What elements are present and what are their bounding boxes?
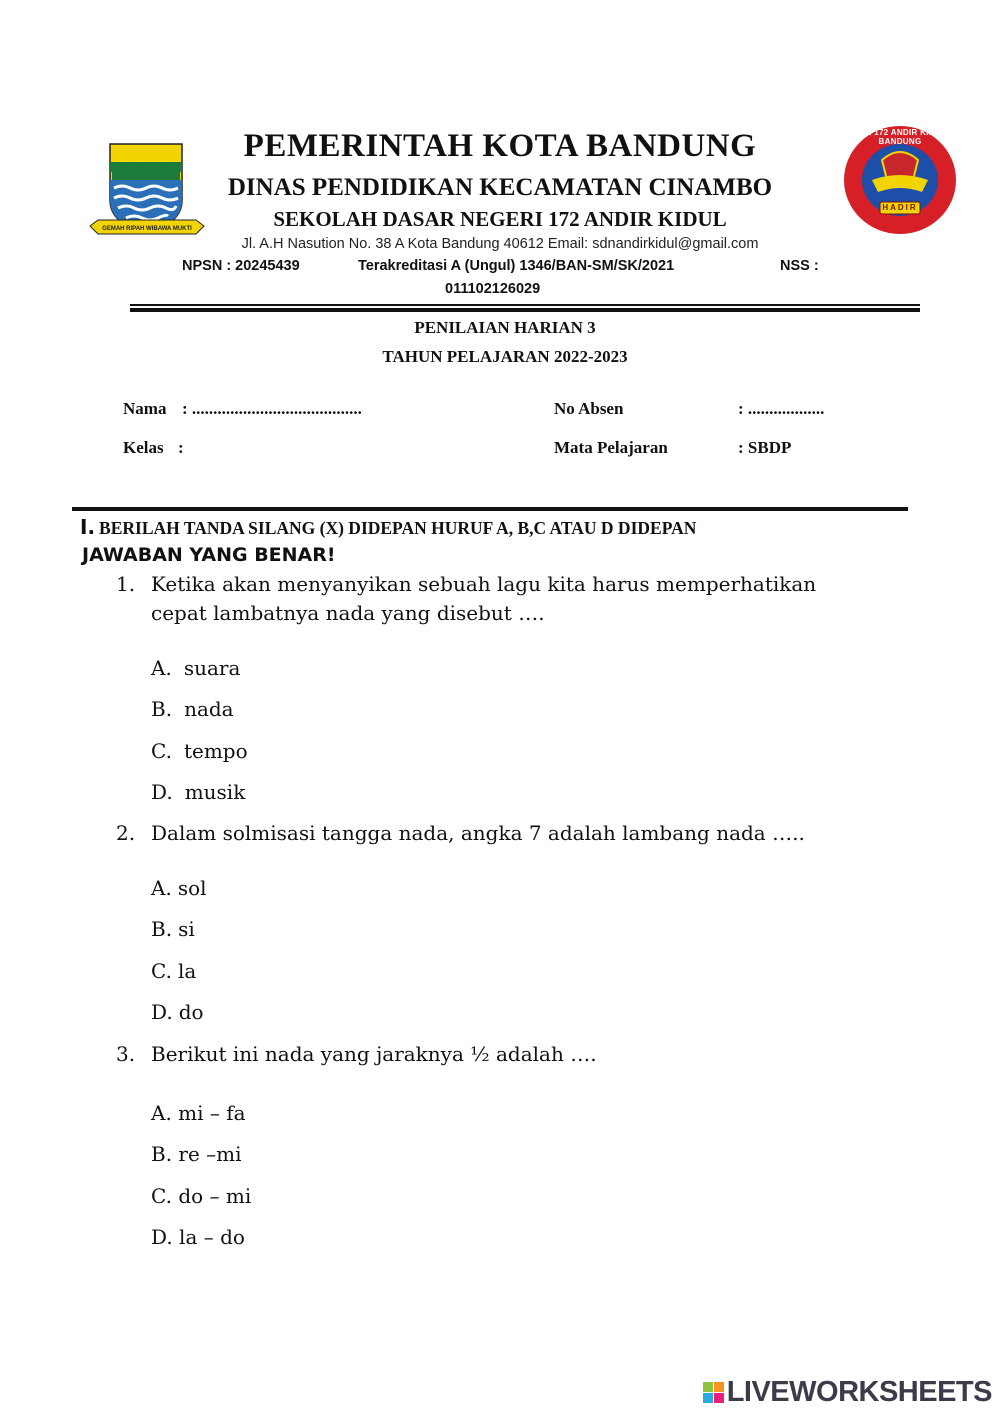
- kelas-label: Kelas: [123, 438, 164, 457]
- logo-motto: GEMAH RIPAH WIBAWA MUKTI: [102, 226, 192, 232]
- question-2-number: 2.: [116, 821, 136, 845]
- option-text: sol: [177, 876, 207, 900]
- kelas-field[interactable]: :: [178, 438, 184, 457]
- nama-field[interactable]: [182, 399, 362, 419]
- accreditation: Terakreditasi A (Ungul) 1346/BAN-SM/SK/2021: [358, 258, 675, 274]
- q2-option-a[interactable]: [151, 876, 207, 900]
- school-logo-ring-text: SDN 172 ANDIR KIDUL BANDUNG: [853, 128, 947, 146]
- option-letter: D.: [151, 780, 173, 804]
- school-address: Jl. A.H Nasution No. 38 A Kota Bandung 40612 Email: sdnandirkidul@gmail.com: [241, 236, 759, 252]
- option-text: la: [177, 959, 197, 983]
- letterhead-divider-thin: [130, 304, 920, 306]
- exam-year: TAHUN PELAJARAN 2022-2023: [382, 347, 628, 366]
- option-letter: A.: [151, 656, 172, 680]
- q2-option-b[interactable]: [151, 917, 195, 941]
- option-letter: C.: [151, 1184, 172, 1208]
- question-1-text-line1: Ketika akan menyanyikan sebuah lagu kita harus memperhatikan: [151, 572, 817, 596]
- option-text: nada: [184, 697, 234, 721]
- option-letter: C.: [151, 959, 172, 983]
- option-text: la – do: [179, 1225, 245, 1249]
- question-3-number: 3.: [116, 1042, 136, 1066]
- q3-option-a[interactable]: [151, 1101, 246, 1125]
- q2-option-c[interactable]: [151, 959, 196, 983]
- option-letter: B.: [151, 1142, 173, 1166]
- section-divider: [72, 507, 908, 511]
- option-letter: B.: [151, 917, 173, 941]
- section-instruction-line2: JAWABAN YANG BENAR!: [82, 544, 336, 566]
- nama-label: Nama: [123, 399, 167, 418]
- q1-option-a[interactable]: [151, 656, 240, 680]
- q3-option-d[interactable]: [151, 1225, 245, 1249]
- q2-option-d[interactable]: [151, 1000, 204, 1024]
- live-badge-icon: [703, 1382, 724, 1403]
- question-2-text: Dalam solmisasi tangga nada, angka 7 adalah lambang nada …..: [151, 821, 805, 845]
- q3-option-b[interactable]: [151, 1142, 242, 1166]
- question-3-text: Berikut ini nada yang jaraknya ½ adalah ….: [151, 1042, 597, 1066]
- nss-label: NSS :: [780, 258, 819, 274]
- nss-value: 011102126029: [445, 281, 541, 297]
- option-letter: B.: [151, 697, 173, 721]
- liveworksheets-text: LIVEWORKSHEETS: [726, 1376, 992, 1408]
- q3-option-c[interactable]: [151, 1184, 251, 1208]
- letterhead-divider-thick: [130, 308, 920, 312]
- option-letter: C.: [151, 739, 172, 763]
- option-text: musik: [184, 780, 246, 804]
- letterhead-school: SEKOLAH DASAR NEGERI 172 ANDIR KIDUL: [273, 207, 727, 231]
- q1-option-d[interactable]: [151, 780, 245, 804]
- npsn: NPSN : 20245439: [182, 258, 300, 274]
- option-text: do: [178, 1000, 204, 1024]
- absen-field[interactable]: : ..................: [738, 399, 825, 418]
- letterhead-department: DINAS PENDIDIKAN KECAMATAN CINAMBO: [227, 174, 773, 201]
- option-text: si: [178, 917, 195, 941]
- school-logo-banner: HADIR: [882, 203, 918, 212]
- option-text: suara: [183, 656, 241, 680]
- letterhead-title: PEMERINTAH KOTA BANDUNG: [243, 128, 757, 164]
- q1-option-c[interactable]: [151, 739, 248, 763]
- option-text: tempo: [183, 739, 248, 763]
- option-text: mi – fa: [178, 1101, 246, 1125]
- option-text: do – mi: [178, 1184, 252, 1208]
- option-letter: D.: [151, 1000, 173, 1024]
- exam-title: PENILAIAN HARIAN 3: [414, 318, 596, 337]
- option-text: re –mi: [178, 1142, 242, 1166]
- q1-option-b[interactable]: [151, 697, 234, 721]
- section-instruction-line1: BERILAH TANDA SILANG (X) DIDEPAN HURUF A, B,C ATAU D DIDEPAN: [99, 518, 697, 538]
- mapel-label: Mata Pelajaran: [554, 438, 668, 457]
- section-instruction: [80, 515, 696, 539]
- section-number: I.: [80, 515, 96, 539]
- liveworksheets-watermark: [703, 1376, 992, 1409]
- question-1-text-line2: cepat lambatnya nada yang disebut ….: [151, 601, 545, 625]
- option-letter: D.: [151, 1225, 173, 1249]
- absen-label: No Absen: [554, 399, 624, 418]
- option-letter: A.: [151, 876, 172, 900]
- mapel-value: : SBDP: [738, 438, 792, 457]
- nama-value: : ........................................: [182, 399, 362, 418]
- question-1-number: 1.: [116, 572, 136, 596]
- option-letter: A.: [151, 1101, 172, 1125]
